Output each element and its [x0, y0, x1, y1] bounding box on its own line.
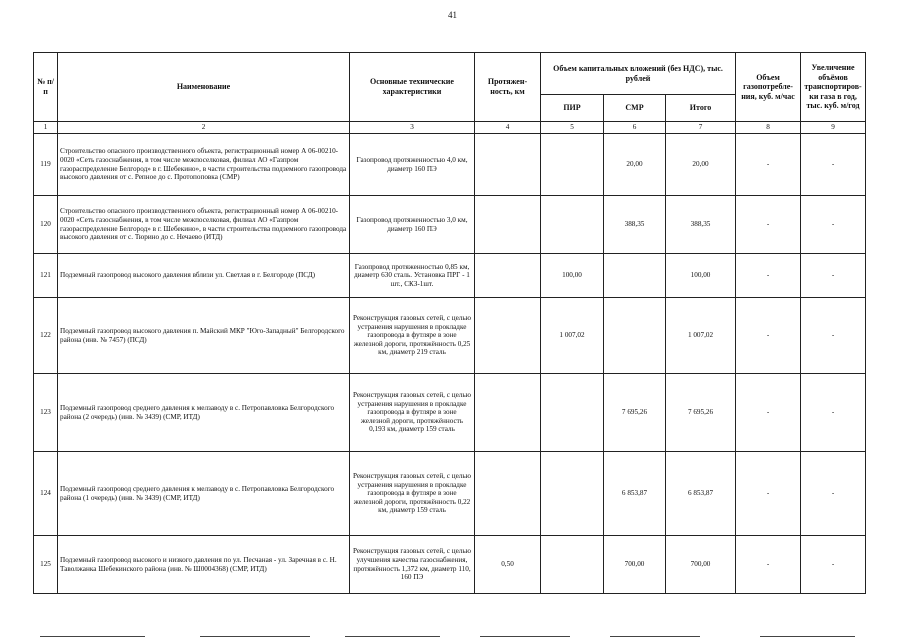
row-pir: [541, 134, 604, 196]
header-gas-increase: Увеличение объёмов транспортиров-ки газа в год, тыс. куб. м/год: [801, 53, 866, 122]
row-length: [475, 196, 541, 254]
row-tech: Реконструкция газовых сетей, с целью устранения нарушения в прокладке газопровода в футляре в зоне железной дороги, протяжённость 0,193 км, диаметр 159 сталь: [350, 374, 475, 452]
header-gas-volume: Объем газопотребле-ния, куб. м/час: [736, 53, 801, 122]
bottom-edge-line: [760, 636, 855, 637]
row-num: 123: [34, 374, 58, 452]
column-index: 2: [58, 122, 350, 134]
row-gas-increase: -: [801, 374, 866, 452]
investment-table: [33, 52, 866, 594]
row-total: 700,00: [666, 536, 736, 594]
row-gas-increase: -: [801, 196, 866, 254]
table-row: [34, 536, 866, 594]
row-tech: Реконструкция газовых сетей, с целью устранения нарушения в прокладке газопровода в футляре в зоне железной дороги, протяжённость 0,22 км, диаметр 159 сталь: [350, 452, 475, 536]
table-row: [34, 254, 866, 298]
bottom-edge-line: [345, 636, 440, 637]
row-gas-increase: -: [801, 298, 866, 374]
row-length: [475, 134, 541, 196]
row-num: 119: [34, 134, 58, 196]
column-index: 5: [541, 122, 604, 134]
table-row: [34, 374, 866, 452]
row-smr: 700,00: [604, 536, 666, 594]
row-total: 388,35: [666, 196, 736, 254]
row-name: Строительство опасного производственного объекта, регистрационный номер А 06-00210-0020 «Сеть газоснабжения, в том числе межпоселковая, филиал АО «Газпром газораспределение Белгород» в г. Шебекино», в части строительства подземного газопровода высокого давления от с. Репное до с. Протопоповка (СМР): [58, 134, 350, 196]
row-smr: 6 853,87: [604, 452, 666, 536]
row-tech: Газопровод протяженностью 0,85 км, диаметр 630 сталь. Установка ПРГ - 1 шт., СКЗ-1шт.: [350, 254, 475, 298]
row-gas-increase: -: [801, 452, 866, 536]
row-num: 122: [34, 298, 58, 374]
header-capex: Объем капитальных вложений (без НДС), тыс. рублей: [541, 53, 736, 95]
row-pir: [541, 452, 604, 536]
row-smr: 20,00: [604, 134, 666, 196]
page-bottom-edge: [0, 636, 905, 638]
row-total: 7 695,26: [666, 374, 736, 452]
column-index: 9: [801, 122, 866, 134]
row-num: 121: [34, 254, 58, 298]
row-name: Строительство опасного производственного объекта, регистрационный номер А 06-00210-0020 «Сеть газоснабжения, в том числе межпоселковая, филиал АО «Газпром газораспределение Белгород» в г. Шебекино», в части строительства подземного газопровода высокого давления от с. Тюрино до с. Нечаево (ИТД): [58, 196, 350, 254]
row-num: 120: [34, 196, 58, 254]
row-length: [475, 254, 541, 298]
row-name: Подземный газопровод среднего давления к мелзаводу в с. Петропавловка Белгородского района (1 очередь) (инв. № 3439) (СМР, ИТД): [58, 452, 350, 536]
header-name: Наименование: [58, 53, 350, 122]
row-gas-volume: -: [736, 374, 801, 452]
row-length: [475, 298, 541, 374]
row-tech: Газопровод протяженностью 4,0 км, диаметр 160 ПЭ: [350, 134, 475, 196]
row-name: Подземный газопровод высокого и низкого давления по ул. Песчаная - ул. Заречная в с. Н. Таволжанка Шебекинского района (инв. № Ш0004368) (СМР, ИТД): [58, 536, 350, 594]
row-length: [475, 452, 541, 536]
row-tech: Реконструкция газовых сетей, с целью устранения нарушения в прокладке газопровода в футляре в зоне железной дороги, протяжённость 0,25 км, диаметр 219 сталь: [350, 298, 475, 374]
row-num: 125: [34, 536, 58, 594]
row-tech: Газопровод протяженностью 3,0 км, диаметр 160 ПЭ: [350, 196, 475, 254]
column-index: 6: [604, 122, 666, 134]
table-row: [34, 134, 866, 196]
row-total: 1 007,02: [666, 298, 736, 374]
header-num: № п/п: [34, 53, 58, 122]
row-name: Подземный газопровод высокого давления п. Майский МКР "Юго-Западный" Белгородского района (инв. № 7457) (ПСД): [58, 298, 350, 374]
row-total: 20,00: [666, 134, 736, 196]
row-name: Подземный газопровод высокого давления вблизи ул. Светлая в г. Белгороде (ПСД): [58, 254, 350, 298]
bottom-edge-line: [610, 636, 700, 637]
column-index: 3: [350, 122, 475, 134]
table-row: [34, 298, 866, 374]
row-smr: 7 695,26: [604, 374, 666, 452]
row-total: 100,00: [666, 254, 736, 298]
row-pir: 100,00: [541, 254, 604, 298]
row-gas-volume: -: [736, 452, 801, 536]
column-index: 7: [666, 122, 736, 134]
row-length: [475, 374, 541, 452]
column-index: 4: [475, 122, 541, 134]
row-pir: [541, 374, 604, 452]
row-gas-volume: -: [736, 196, 801, 254]
row-pir: 1 007,02: [541, 298, 604, 374]
header-pir: ПИР: [541, 95, 604, 122]
row-gas-increase: -: [801, 134, 866, 196]
column-index: 8: [736, 122, 801, 134]
bottom-edge-line: [200, 636, 310, 637]
row-pir: [541, 196, 604, 254]
row-gas-volume: -: [736, 254, 801, 298]
bottom-edge-line: [40, 636, 145, 637]
bottom-edge-line: [480, 636, 570, 637]
row-num: 124: [34, 452, 58, 536]
table-row: [34, 452, 866, 536]
row-gas-volume: -: [736, 536, 801, 594]
row-smr: [604, 254, 666, 298]
header-smr: СМР: [604, 95, 666, 122]
row-gas-increase: -: [801, 254, 866, 298]
row-length: 0,50: [475, 536, 541, 594]
row-smr: [604, 298, 666, 374]
row-total: 6 853,87: [666, 452, 736, 536]
row-tech: Реконструкция газовых сетей, с целью улучшения качества газоснабжения, протяжённость 1,372 км, диаметр 110, 160 ПЭ: [350, 536, 475, 594]
table-row: [34, 196, 866, 254]
column-index-row: [34, 122, 866, 134]
column-index: 1: [34, 122, 58, 134]
header-total: Итого: [666, 95, 736, 122]
row-gas-volume: -: [736, 298, 801, 374]
page-number: 41: [448, 10, 457, 20]
row-gas-volume: -: [736, 134, 801, 196]
row-gas-increase: -: [801, 536, 866, 594]
row-smr: 388,35: [604, 196, 666, 254]
header-tech: Основные технические характеристики: [350, 53, 475, 122]
header-length: Протяжен-ность, км: [475, 53, 541, 122]
row-name: Подземный газопровод среднего давления к мелзаводу в с. Петропавловка Белгородского района (2 очередь) (инв. № 3439) (СМР, ИТД): [58, 374, 350, 452]
row-pir: [541, 536, 604, 594]
